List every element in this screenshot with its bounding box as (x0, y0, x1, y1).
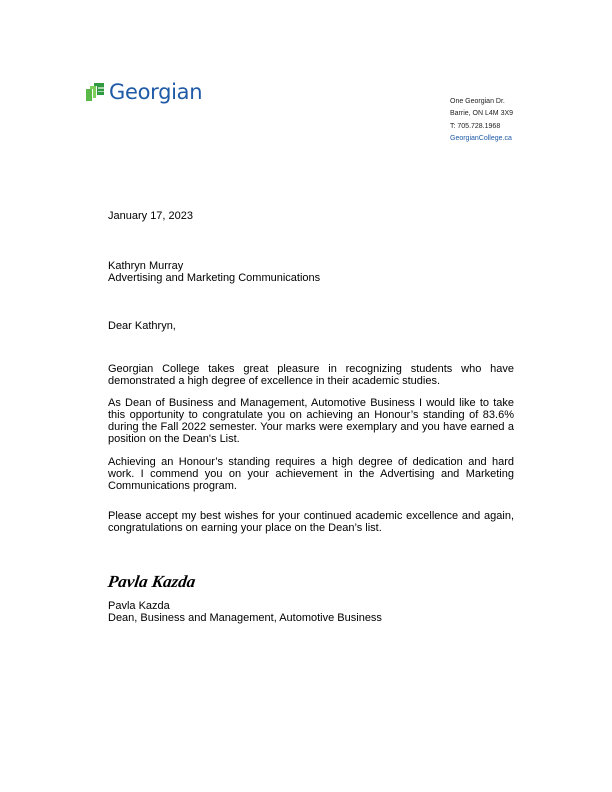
website-link[interactable]: GeorgianCollege.ca (450, 134, 512, 142)
recipient-name: Kathryn Murray (108, 260, 184, 272)
paragraph: Achieving an Honour’s standing requires a high degree of dedication and hard work. I commend you on your achievement in the Advertising and Marketing Communications program. (108, 456, 514, 492)
logo-mark-icon (84, 81, 106, 103)
college-address (450, 96, 513, 145)
handwritten-signature: Pavla Kazda (106, 572, 197, 591)
salutation: Dear Kathryn, (108, 320, 176, 332)
georgian-logo (84, 80, 202, 104)
phone-line: T: 705.728.1968 (450, 122, 501, 130)
letter-date: January 17, 2023 (108, 210, 194, 222)
signer-title: Dean, Business and Management, Automotive Business (108, 612, 382, 624)
paragraph: As Dean of Business and Management, Automotive Business I would like to take this opportunity to congratulate you on achieving an Honour’s standing of 83.6% during the Fall 2022 semester. Your marks were exemplary and you have earned a position on the Dean's List. (108, 397, 514, 445)
signature-block (108, 600, 514, 624)
logo-text: Georgian (109, 80, 203, 104)
recipient-program: Advertising and Marketing Communications (108, 272, 321, 284)
recipient-block (108, 260, 514, 284)
address-line: Barrie, ON L4M 3X9 (450, 110, 514, 118)
paragraph: Georgian College takes great pleasure in recognizing students who have demonstrated a high degree of excellence in their academic studies. (108, 363, 514, 387)
paragraph: Please accept my best wishes for your continued academic excellence and again, congratulations on earning your place on the Dean’s list. (108, 510, 514, 534)
address-line: One Georgian Dr. (450, 98, 505, 105)
signer-name: Pavla Kazda (108, 600, 170, 612)
